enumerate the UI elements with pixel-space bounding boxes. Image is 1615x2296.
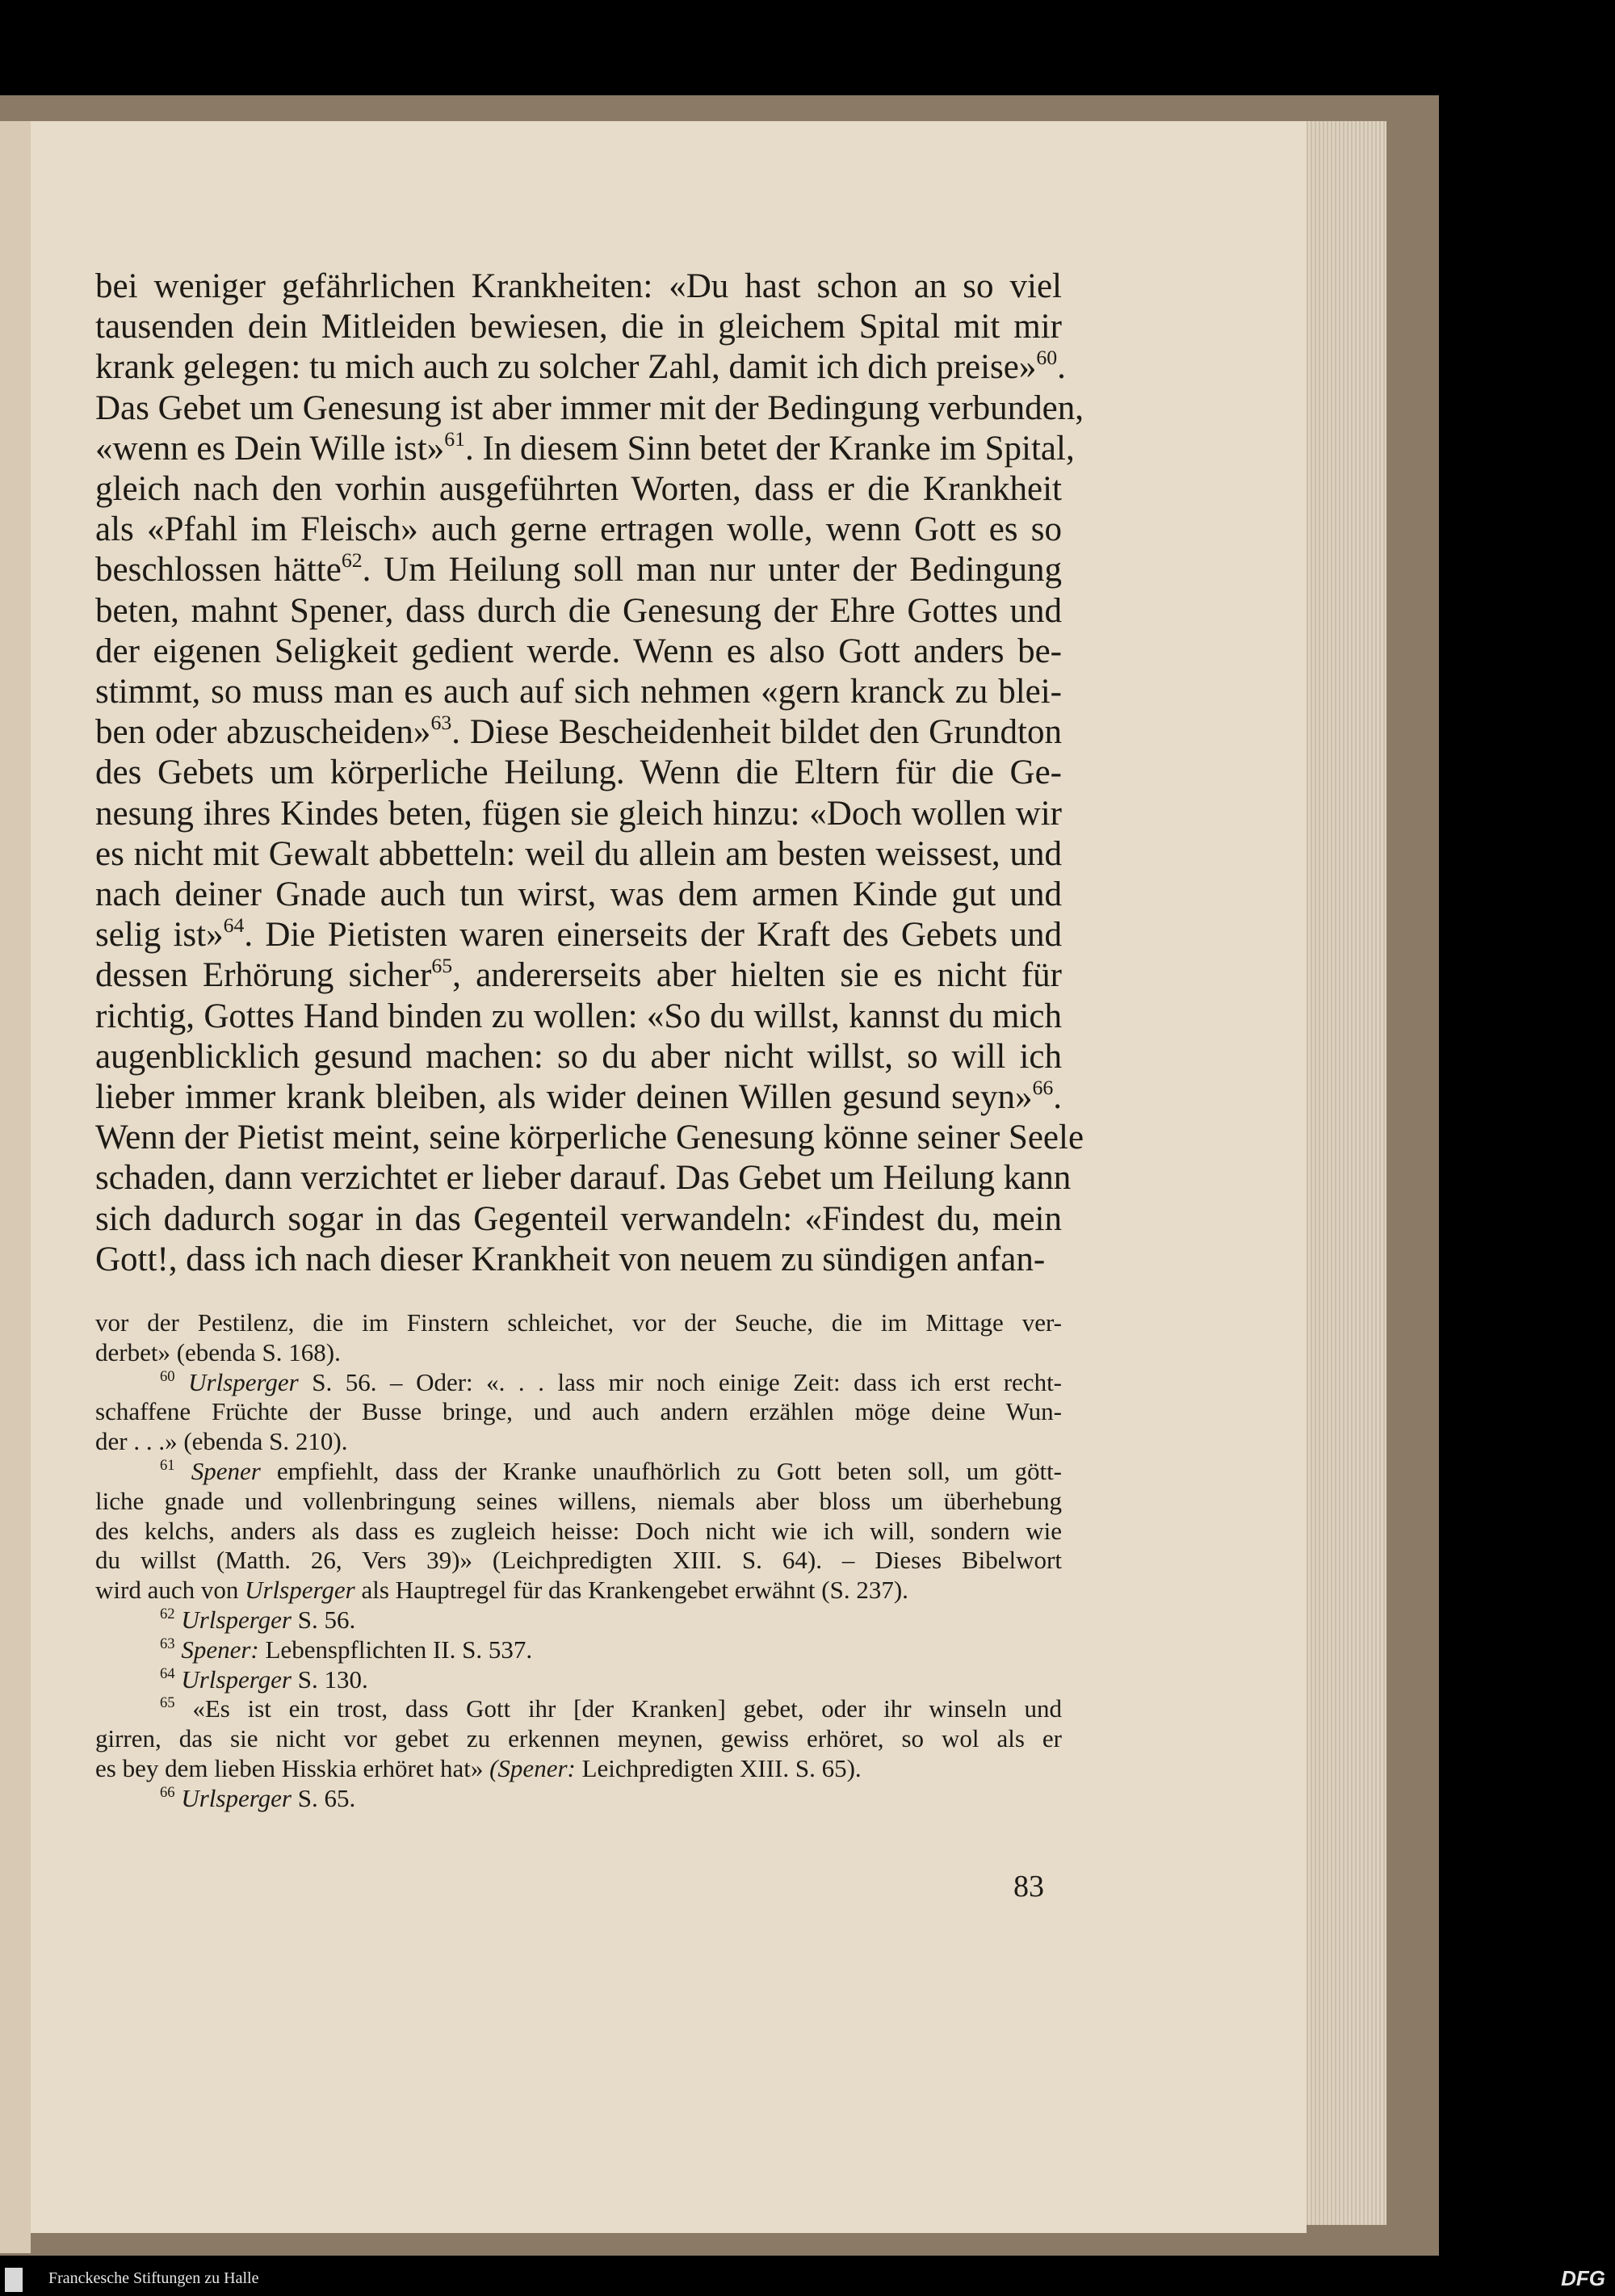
footnote-line: $^{66}$ Urlsperger S. 65. [160,1783,356,1812]
body-line: stimmt, so muss man es auch auf sich nehmen «gern kranck zu blei- [95,673,1062,711]
footnote-number: 60 [160,1367,175,1385]
page-stack-edges [1296,121,1386,2225]
body-line: Wenn der Pietist meint, seine körperliche Genesung könne seiner Seele [95,1119,1084,1157]
body-line: es nicht mit Gewalt abbetteln: weil du allein am besten weissest, und [95,834,1062,873]
body-line: nesung ihres Kindes beten, fügen sie gleich hinzu: «Doch wollen wir [95,794,1062,833]
footnote-line: wird auch von Urlsperger als Hauptregel für das Krankengebet erwähnt (S. 237). [95,1576,908,1605]
footnote-line: $^{60}$ Urlsperger S. 56. – Oder: «. . . lass mir noch einige Zeit: dass ich erst recht- [160,1367,1062,1396]
body-line: lieber immer krank bleiben, als wider deinen Willen gesund seyn»$^{66}$. [95,1076,1062,1117]
footnote-line: vor der Pestilenz, die im Finstern schleichet, vor der Seuche, die im Mittage ver- [95,1308,1062,1337]
footnote-line: es bey dem lieben Hisskia erhöret hat» (Spener: Leichpredigten XIII. S. 65). [95,1753,862,1782]
body-line: Das Gebet um Genesung ist aber immer mit der Bedingung verbunden, [95,388,1084,427]
body-line: ben oder abzuscheiden»$^{63}$. Diese Bescheidenheit bildet den Grundton [95,711,1062,752]
footnote-ref: 66 [1032,1076,1054,1100]
body-line: gleich nach den vorhin ausgeführten Worten, dass er die Krankheit [95,470,1062,509]
footnotes [95,1308,1062,1814]
footnote-number: 66 [160,1783,175,1801]
footnote-number: 61 [160,1456,175,1474]
body-line: der eigenen Seligkeit gedient werde. Wenn es also Gott anders be- [95,632,1062,670]
footnote-ref: 60 [1036,346,1058,370]
footnote-line: du willst (Matth. 26, Vers 39)» (Leichpredigten XIII. S. 64). – Dieses Bibelwort [95,1546,1062,1575]
footnote-line: $^{63}$ Spener: Lebenspflichten II. S. 537. [160,1635,533,1664]
footnote-ref: 61 [444,427,465,451]
footnote-line: der . . .» (ebenda S. 210). [95,1427,348,1456]
institution-logo-icon [5,2268,23,2292]
footnote-line: schaffene Früchte der Busse bringe, und auch andern erzählen möge deine Wun- [95,1397,1062,1426]
dfg-logo: DFG [1561,2266,1605,2290]
footnote-ref: 62 [341,548,363,573]
footnote-line: derbet» (ebenda S. 168). [95,1337,341,1366]
body-line: augenblicklich gesund machen: so du aber nicht willst, so will ich [95,1037,1062,1076]
footnote-line: des kelchs, anders als dass es zugleich heisse: Doch nicht wie ich will, sondern wie [95,1516,1062,1545]
body-line: sich dadurch sogar in das Gegenteil verwandeln: «Findest du, mein [95,1199,1062,1238]
body-line: als «Pfahl im Fleisch» auch gerne ertragen wolle, wenn Gott es so [95,510,1062,549]
footnote-line: girren, das sie nicht vor gebet zu erkennen meynen, gewiss erhöret, so wol als er [95,1724,1062,1753]
body-line: beten, mahnt Spener, dass durch die Genesung der Ehre Gottes und [95,591,1062,630]
body-line: richtig, Gottes Hand binden zu wollen: «So du willst, kannst du mich [95,997,1062,1035]
footnote-number: 65 [160,1694,175,1712]
facing-page-edge [0,121,31,2253]
institution-name: Franckesche Stiftungen zu Halle [48,2269,259,2287]
body-line: «wenn es Dein Wille ist»$^{61}$. In diesem Sinn betet der Kranke im Spital, [95,427,1075,468]
body-line: tausenden dein Mitleiden bewiesen, die in gleichem Spital mit mir [95,308,1062,346]
footnote-line: $^{64}$ Urlsperger S. 130. [160,1664,368,1694]
footnote-number: 64 [160,1664,175,1682]
footnote-ref: 65 [431,954,453,978]
body-line: selig ist»$^{64}$. Die Pietisten waren einerseits der Kraft des Gebets und [95,913,1062,955]
footnote-number: 63 [160,1635,175,1652]
body-line: beschlossen hätte$^{62}$. Um Heilung soll man nur unter der Bedingung [95,548,1062,590]
footnote-ref: 63 [430,711,452,735]
body-line: des Gebets um körperliche Heilung. Wenn die Eltern für die Ge- [95,753,1062,792]
body-line: dessen Erhörung sicher$^{65}$, andererseits aber hielten sie es nicht für [95,954,1062,995]
body-line: nach deiner Gnade auch tun wirst, was dem armen Kinde gut und [95,875,1062,914]
body-line: schaden, dann verzichtet er lieber darauf. Das Gebet um Heilung kann [95,1159,1072,1198]
body-text [95,267,1084,1280]
body-line: krank gelegen: tu mich auch zu solcher Zahl, damit ich dich preise»$^{60}$. [95,346,1066,387]
footnote-line: $^{61}$ Spener empfiehlt, dass der Kranke unaufhörlich zu Gott beten soll, um gött- [160,1456,1063,1485]
body-line: Gott!, dass ich nach dieser Krankheit von neuem zu sündigen anfan- [95,1240,1046,1278]
footnote-line: $^{62}$ Urlsperger S. 56. [160,1605,356,1634]
page-number: 83 [1013,1870,1044,1904]
body-line: bei weniger gefährlichen Krankheiten: «Du hast schon an so viel [95,267,1062,305]
footnote-number: 62 [160,1605,175,1622]
footnote-line: liche gnade und vollenbringung seines willens, niemals aber bloss um überhebung [95,1486,1062,1515]
footnote-ref: 64 [223,913,245,938]
footnote-line: $^{65}$ «Es ist ein trost, dass Gott ihr [der Kranken] gebet, oder ihr winseln und [160,1694,1062,1723]
